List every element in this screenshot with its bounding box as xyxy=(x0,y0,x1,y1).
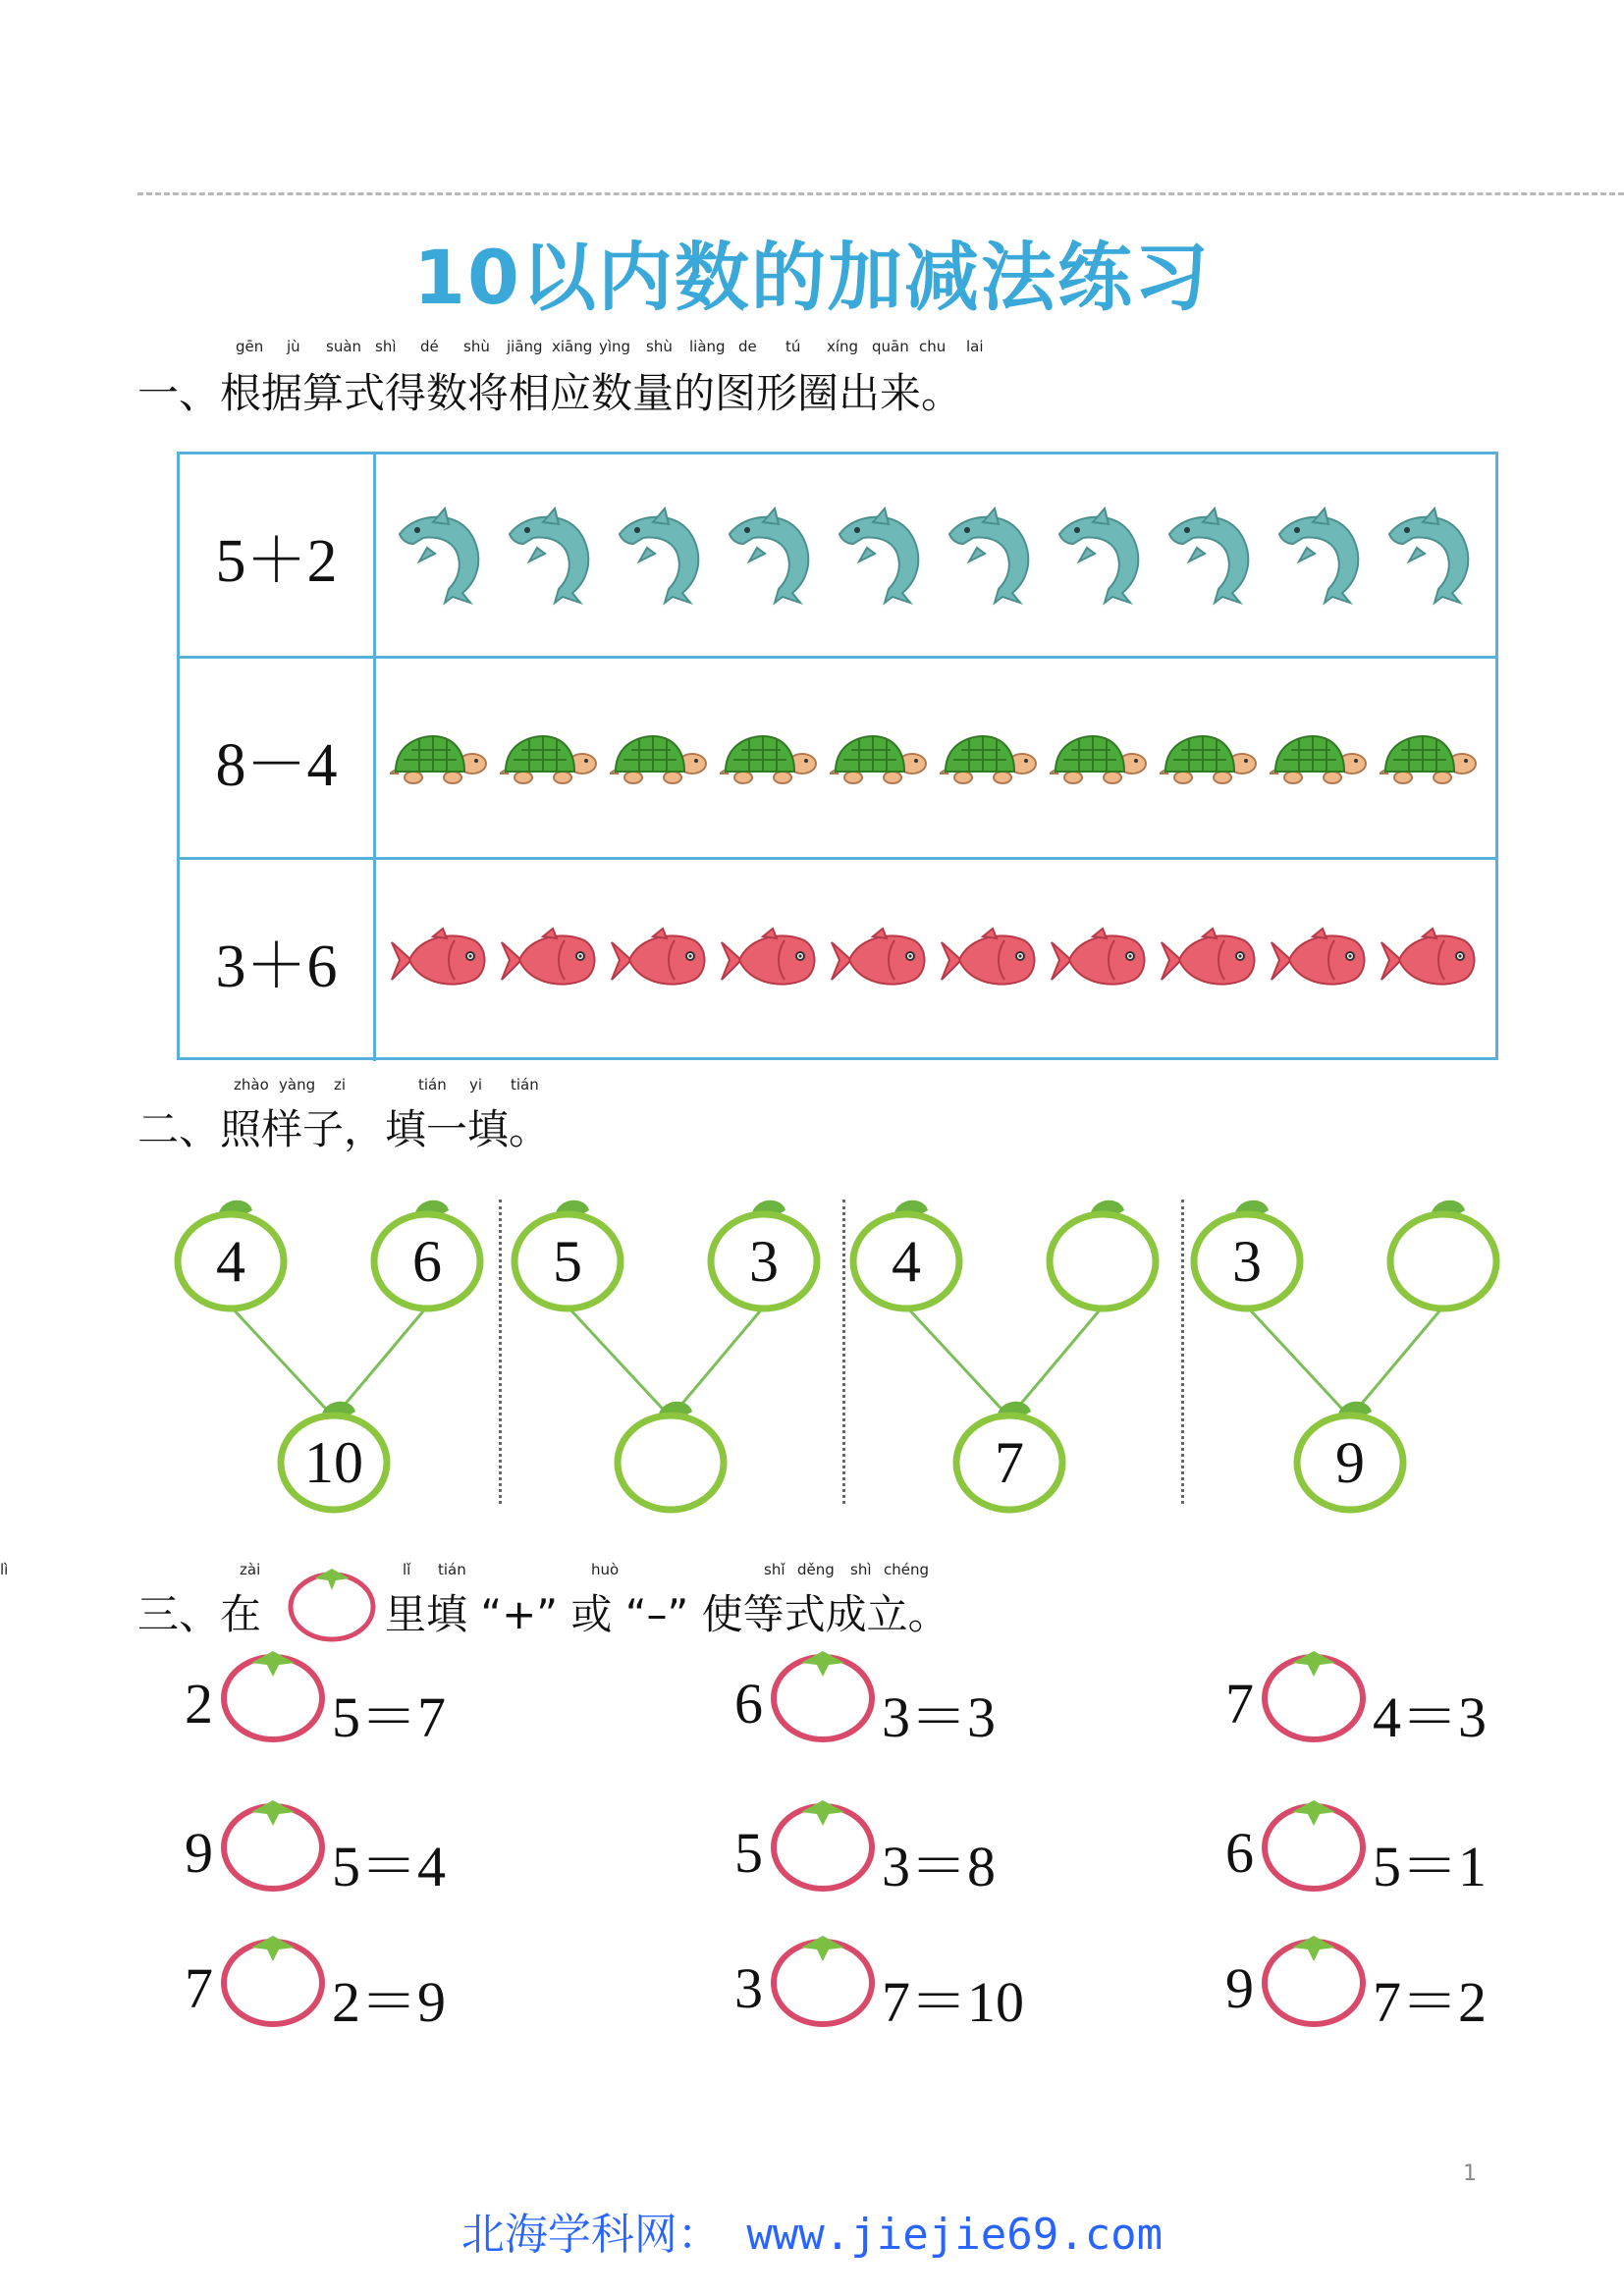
dolphin-icon[interactable] xyxy=(1383,505,1478,607)
equation-right-side: 5＝4 xyxy=(332,1835,447,1898)
pinyin-label: xíng xyxy=(827,338,859,355)
bond-bottom-circle[interactable] xyxy=(618,1402,724,1510)
section2-heading: 二、照样子，填一填。 xyxy=(137,1105,551,1153)
fish-icon[interactable] xyxy=(1270,927,1372,995)
operator-blank-tomato-icon[interactable] xyxy=(768,1926,878,2032)
pinyin-label: zi xyxy=(334,1076,347,1094)
dolphin-icon[interactable] xyxy=(944,505,1038,607)
bond-left-circle xyxy=(853,1201,959,1308)
number-bond-diagrams xyxy=(0,1178,1624,1531)
page-number: 1 xyxy=(1463,2162,1477,2186)
pinyin-label: lì xyxy=(0,1561,9,1578)
bond-number: 10 xyxy=(304,1430,363,1495)
page-title: 10以内数的加减法练习 xyxy=(413,234,1211,321)
dolphin-icon[interactable] xyxy=(1054,505,1148,607)
bond-right-circle xyxy=(374,1201,480,1308)
turtle-icon[interactable] xyxy=(1380,730,1482,789)
operator-blank-tomato-icon[interactable] xyxy=(768,1790,878,1896)
turtle-icon[interactable] xyxy=(720,730,822,789)
bond-line xyxy=(906,1307,1009,1417)
bond-left-circle xyxy=(178,1201,284,1308)
pinyin-label: děng xyxy=(797,1561,835,1578)
dolphin-icon[interactable] xyxy=(834,505,928,607)
pinyin-label: shù xyxy=(646,338,673,355)
equation-left-number: 9 xyxy=(1225,1956,1254,2020)
fish-icon[interactable] xyxy=(390,927,492,995)
bond-line xyxy=(1009,1307,1103,1417)
equation-right-side: 5＝7 xyxy=(332,1685,447,1749)
equation-right-side: 3＝8 xyxy=(882,1835,997,1898)
equation-left-number: 3 xyxy=(734,1956,763,2020)
dolphin-icon[interactable] xyxy=(1273,505,1368,607)
operator-blank-tomato-icon[interactable] xyxy=(1259,1641,1369,1747)
tomato-icon xyxy=(285,1561,379,1643)
pinyin-label: shù xyxy=(463,338,490,355)
pinyin-label: xiāng xyxy=(552,338,593,355)
top-dashed-rule xyxy=(137,192,1624,195)
turtle-icon[interactable] xyxy=(500,730,602,789)
dolphin-icon[interactable] xyxy=(504,505,598,607)
pinyin-label: shǐ xyxy=(764,1561,785,1578)
turtle-icon[interactable] xyxy=(1160,730,1262,789)
expression-cell: 8－4 xyxy=(180,659,376,860)
fish-icon[interactable] xyxy=(610,927,712,995)
equation-left-number: 9 xyxy=(185,1821,213,1885)
dolphin-row[interactable] xyxy=(376,454,1495,656)
expression-cell: 5＋2 xyxy=(180,454,376,656)
bond-line xyxy=(568,1307,671,1417)
turtle-icon[interactable] xyxy=(940,730,1042,789)
equation-left-number: 7 xyxy=(185,1956,213,2020)
pinyin-label: tián xyxy=(511,1076,539,1094)
dolphin-icon[interactable] xyxy=(1164,505,1258,607)
apple-ring-icon xyxy=(1050,1214,1156,1308)
fish-icon[interactable] xyxy=(500,927,602,995)
bond-bottom-circle xyxy=(1297,1402,1403,1510)
pinyin-label: de xyxy=(738,338,757,355)
pinyin-label: lai xyxy=(966,338,984,355)
equation-right-side: 5＝1 xyxy=(1373,1835,1488,1898)
fish-icon[interactable] xyxy=(1380,927,1482,995)
pinyin-label: liàng xyxy=(689,338,726,355)
turtle-icon[interactable] xyxy=(610,730,712,789)
dotted-divider xyxy=(842,1200,845,1504)
bond-left-circle xyxy=(1194,1201,1300,1308)
pinyin-label: zài xyxy=(240,1561,261,1578)
fish-icon[interactable] xyxy=(830,927,932,995)
pinyin-label: chu xyxy=(919,338,947,355)
fish-icon[interactable] xyxy=(1050,927,1152,995)
equation-right-side: 7＝2 xyxy=(1373,1970,1488,2034)
dotted-divider xyxy=(1181,1200,1184,1504)
bond-line xyxy=(1350,1307,1443,1417)
fish-icon[interactable] xyxy=(720,927,822,995)
equation-right-side: 7＝10 xyxy=(882,1970,1025,2034)
pinyin-label: yìng xyxy=(599,338,631,355)
bond-number: 3 xyxy=(1232,1229,1262,1294)
bond-number: 9 xyxy=(1335,1430,1365,1495)
operator-blank-tomato-icon[interactable] xyxy=(218,1790,328,1896)
bond-line xyxy=(671,1307,764,1417)
operator-blank-tomato-icon[interactable] xyxy=(218,1641,328,1747)
equation-right-side: 2＝9 xyxy=(332,1970,447,2034)
bond-number: 6 xyxy=(412,1229,442,1294)
dotted-divider xyxy=(499,1200,502,1504)
bond-number: 7 xyxy=(995,1430,1024,1495)
pinyin-label: dé xyxy=(420,338,439,355)
bond-number: 3 xyxy=(749,1229,779,1294)
pinyin-label: yàng xyxy=(279,1076,316,1094)
number-bond-group xyxy=(514,1201,817,1510)
dolphin-icon[interactable] xyxy=(394,505,488,607)
equation-left-number: 6 xyxy=(1225,1821,1254,1885)
shapes-table xyxy=(177,452,1498,1060)
table-row xyxy=(180,857,1495,1061)
operator-blank-tomato-icon[interactable] xyxy=(768,1641,878,1747)
fish-icon[interactable] xyxy=(1160,927,1262,995)
operator-blank-tomato-icon[interactable] xyxy=(218,1926,328,2032)
pinyin-label: shì xyxy=(375,338,397,355)
bond-line xyxy=(231,1307,334,1417)
equation-left-number: 6 xyxy=(734,1672,763,1735)
equation-left-number: 7 xyxy=(1225,1672,1254,1735)
bond-line xyxy=(334,1307,427,1417)
bond-bottom-circle xyxy=(956,1402,1062,1510)
equation-right-side: 4＝3 xyxy=(1373,1685,1488,1749)
pinyin-label: lǐ xyxy=(403,1561,411,1578)
footer-site: 北海学科网： www.jiejie69.com xyxy=(460,2210,1164,2260)
pinyin-label: quān xyxy=(872,338,909,355)
dolphin-icon[interactable] xyxy=(614,505,708,607)
table-row xyxy=(180,454,1495,656)
bond-bottom-circle xyxy=(281,1402,387,1510)
turtle-icon[interactable] xyxy=(390,730,492,789)
apple-ring-icon xyxy=(1390,1214,1496,1308)
operator-blank-tomato-icon[interactable] xyxy=(1259,1790,1369,1896)
fish-icon[interactable] xyxy=(940,927,1042,995)
operator-blank-tomato-icon[interactable] xyxy=(1259,1926,1369,2032)
pinyin-label: suàn xyxy=(326,338,362,355)
pinyin-label: chéng xyxy=(884,1561,930,1578)
section3-heading-b: 里填 “+” 或 “–” 使等式成立。 xyxy=(385,1590,949,1638)
pinyin-label: tián xyxy=(438,1561,466,1578)
section3-heading-a: 三、在 xyxy=(137,1590,262,1638)
pinyin-label: yi xyxy=(469,1076,483,1094)
number-bond-group xyxy=(853,1201,1156,1510)
dolphin-icon[interactable] xyxy=(724,505,818,607)
pinyin-label: tián xyxy=(418,1076,447,1094)
fish-row[interactable] xyxy=(376,860,1495,1061)
bond-number: 4 xyxy=(216,1229,245,1294)
pinyin-label: huò xyxy=(591,1561,620,1578)
pinyin-label: jiāng xyxy=(507,338,543,355)
pinyin-label: shì xyxy=(850,1561,872,1578)
bond-line xyxy=(1247,1307,1350,1417)
table-row xyxy=(180,656,1495,860)
turtle-icon[interactable] xyxy=(1050,730,1152,789)
turtle-row[interactable] xyxy=(376,659,1495,860)
section1-heading: 一、根据算式得数将相应数量的图形圈出来。 xyxy=(137,369,963,417)
bond-number: 5 xyxy=(553,1229,582,1294)
bond-right-circle xyxy=(711,1201,817,1308)
pinyin-label: gēn xyxy=(236,338,264,355)
bond-right-circle[interactable] xyxy=(1390,1201,1496,1308)
apple-ring-icon xyxy=(618,1415,724,1510)
expression-cell: 3＋6 xyxy=(180,860,376,1061)
equation-left-number: 2 xyxy=(185,1672,213,1735)
bond-right-circle[interactable] xyxy=(1050,1201,1156,1308)
turtle-icon[interactable] xyxy=(1270,730,1372,789)
number-bond-group xyxy=(1194,1201,1496,1510)
turtle-icon[interactable] xyxy=(830,730,932,789)
pinyin-label: tú xyxy=(785,338,801,355)
number-bond-group xyxy=(178,1201,480,1510)
pinyin-label: zhào xyxy=(234,1076,269,1094)
pinyin-label: jù xyxy=(287,338,300,355)
equation-right-side: 3＝3 xyxy=(882,1685,997,1749)
bond-number: 4 xyxy=(892,1229,921,1294)
equation-left-number: 5 xyxy=(734,1821,763,1885)
bond-left-circle xyxy=(514,1201,621,1308)
